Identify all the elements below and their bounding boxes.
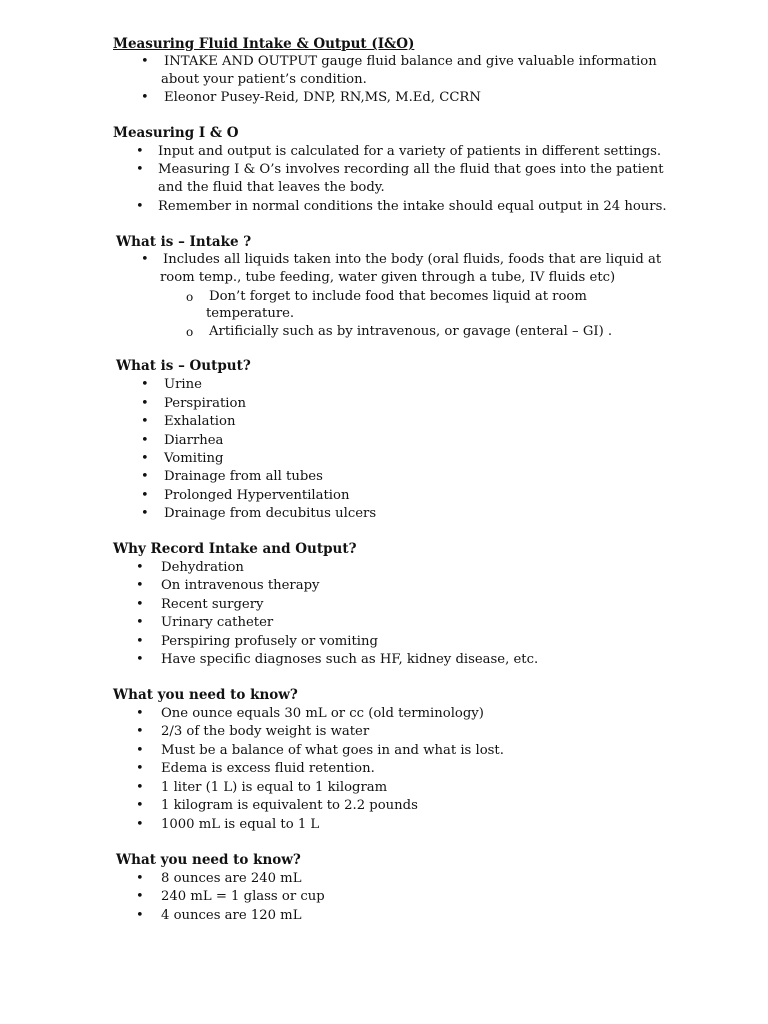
bullet-icon: • xyxy=(141,469,149,484)
section-title: What is – Intake ? xyxy=(116,234,252,250)
list-item: INTAKE AND OUTPUT gauge fluid balance and give valuable information xyxy=(164,54,657,69)
bullet-icon: • xyxy=(141,506,149,521)
bullet-icon: • xyxy=(136,199,144,214)
bullet-icon: • xyxy=(136,560,144,575)
section-title: Measuring I & O xyxy=(113,125,239,141)
sub-bullet-icon: o xyxy=(186,290,194,304)
bullet-icon: • xyxy=(136,634,144,649)
list-item: Must be a balance of what goes in and what is lost. xyxy=(161,743,504,758)
section-title: What is – Output? xyxy=(116,358,251,374)
list-item: Drainage from decubitus ulcers xyxy=(164,506,377,521)
bullet-icon: • xyxy=(136,578,144,593)
bullet-icon: • xyxy=(141,377,149,392)
list-item: 1 kilogram is equivalent to 2.2 pounds xyxy=(161,798,418,813)
bullet-icon: • xyxy=(136,889,144,904)
list-item: Perspiring profusely or vomiting xyxy=(161,634,378,649)
list-item: On intravenous therapy xyxy=(161,578,320,593)
bullet-icon: • xyxy=(136,871,144,886)
bullet-icon: • xyxy=(136,597,144,612)
bullet-icon: • xyxy=(136,780,144,795)
bullet-icon: • xyxy=(136,652,144,667)
list-item: Remember in normal conditions the intake should equal output in 24 hours. xyxy=(158,199,667,214)
bullet-icon: • xyxy=(136,706,144,721)
list-item: Dehydration xyxy=(161,560,244,575)
section-title: Why Record Intake and Output? xyxy=(113,541,357,557)
bullet-icon: • xyxy=(136,724,144,739)
list-item: 240 mL = 1 glass or cup xyxy=(161,889,325,904)
sub-bullet-icon: o xyxy=(186,325,194,339)
sub-list-item: Artificially such as by intravenous, or gavage (enteral – GI) . xyxy=(209,324,613,339)
list-item: Prolonged Hyperventilation xyxy=(164,488,350,503)
bullet-icon: • xyxy=(141,451,149,466)
bullet-icon: • xyxy=(136,743,144,758)
list-item: Exhalation xyxy=(164,414,236,429)
list-item-continuation: room temp., tube feeding, water given through a tube, IV fluids etc) xyxy=(160,270,616,285)
bullet-icon: • xyxy=(136,817,144,832)
list-item: Vomiting xyxy=(164,451,224,466)
sub-list-item: Don’t forget to include food that becomes liquid at room xyxy=(209,289,587,304)
list-item-continuation: and the fluid that leaves the body. xyxy=(158,180,385,195)
list-item-continuation: about your patient’s condition. xyxy=(161,72,367,87)
bullet-icon: • xyxy=(136,144,144,159)
bullet-icon: • xyxy=(141,54,149,69)
section-title: What you need to know? xyxy=(113,687,298,703)
bullet-icon: • xyxy=(136,615,144,630)
bullet-icon: • xyxy=(136,761,144,776)
bullet-icon: • xyxy=(141,90,149,105)
list-item: Includes all liquids taken into the body (oral fluids, foods that are liquid at xyxy=(163,252,662,267)
bullet-icon: • xyxy=(136,162,144,177)
bullet-icon: • xyxy=(141,414,149,429)
list-item: Diarrhea xyxy=(164,433,224,448)
list-item: Drainage from all tubes xyxy=(164,469,323,484)
list-item: Eleonor Pusey-Reid, DNP, RN,MS, M.Ed, CCRN xyxy=(164,90,481,105)
list-item: 8 ounces are 240 mL xyxy=(161,871,302,886)
list-item: Urinary catheter xyxy=(161,615,274,630)
list-item: One ounce equals 30 mL or cc (old terminology) xyxy=(161,706,484,721)
sub-list-item-continuation: temperature. xyxy=(206,306,295,321)
list-item: Measuring I & O’s involves recording all the fluid that goes into the patient xyxy=(158,162,664,177)
bullet-icon: • xyxy=(141,396,149,411)
bullet-icon: • xyxy=(141,488,149,503)
list-item: 1000 mL is equal to 1 L xyxy=(161,817,320,832)
section-title: What you need to know? xyxy=(116,852,301,868)
list-item: Input and output is calculated for a variety of patients in different settings. xyxy=(158,144,662,159)
list-item: Urine xyxy=(164,377,202,392)
list-item: Perspiration xyxy=(164,396,246,411)
list-item: Have specific diagnoses such as HF, kidney disease, etc. xyxy=(161,652,539,667)
bullet-icon: • xyxy=(136,798,144,813)
bullet-icon: • xyxy=(136,908,144,923)
list-item: Recent surgery xyxy=(161,597,264,612)
list-item: 2/3 of the body weight is water xyxy=(161,724,370,739)
list-item: Edema is excess fluid retention. xyxy=(161,761,375,776)
list-item: 4 ounces are 120 mL xyxy=(161,908,302,923)
bullet-icon: • xyxy=(141,433,149,448)
bullet-icon: • xyxy=(141,252,149,267)
list-item: 1 liter (1 L) is equal to 1 kilogram xyxy=(161,780,388,795)
section-title: Measuring Fluid Intake & Output (I&O) xyxy=(113,36,415,52)
